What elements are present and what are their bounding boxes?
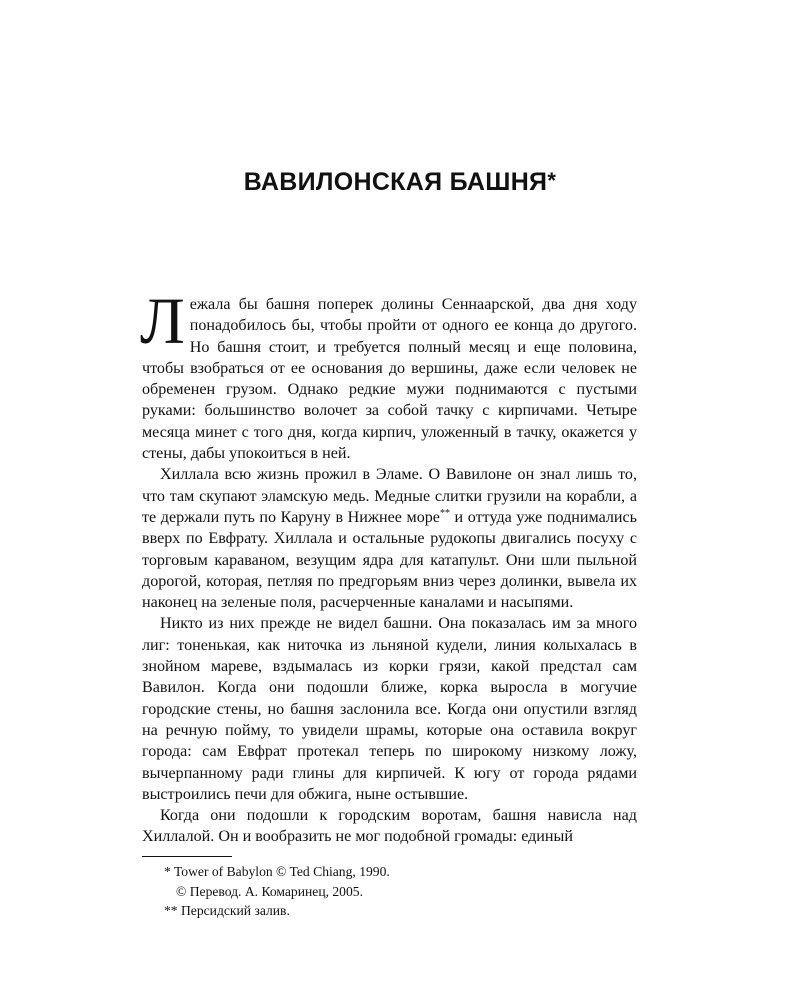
title-footnote-mark: * bbox=[547, 168, 557, 193]
paragraph-3-text: Никто из них прежде не видел башни. Она показалась им за много лиг: тоненькая, как ниточка из льняной кудели, линия колыхалась в знойном мареве, вздымалась из корки грязи, какой предстал сам Вавилон. Когда они подошли ближе, корка выросла в могучие городские стены, но башня заслонила все. Когда они опустили взгляд на речную пойму, то увидели шрамы, которые она оставила вокруг города: сам Евфрат протекал теперь по широкому низкому ложу, вычерпанному ради глины для кирпичей. К югу от города рядами выстроились печи для обжига, ныне остывшие. bbox=[142, 615, 637, 803]
paragraph-4 bbox=[142, 805, 637, 848]
body-text bbox=[140, 285, 637, 848]
paragraph-1-text: ежала бы башня поперек долины Сеннаарской, два дня ходу понадобилось бы, чтобы пройти от одного ее конца до другого. Но башня стоит, и требуется полный месяц и еще половина, чтобы взобраться от ее основания до вершины, даже если человек не обременен грузом. Однако редкие мужи поднимаются с пустыми руками: большинство волочет за собой тачку с кирпичами. Четыре месяца минет с того дня, когда кирпич, уложенный в тачку, окажется у стены, дабы упокоиться в ней. bbox=[142, 296, 637, 463]
paragraph-2-text-before: Хиллала всю жизнь прожил в Эламе. О Вавилоне он знал лишь то, что там скупают эламскую медь. Медные слитки грузили на корабли, а те держали путь по Каруну в Нижнее море bbox=[142, 466, 637, 526]
drop-cap: Л bbox=[140, 285, 185, 358]
chapter-title-text: ВАВИЛОНСКАЯ БАШНЯ bbox=[243, 168, 548, 196]
footnote-divider bbox=[142, 856, 232, 857]
paragraph-4-text: Когда они подошли к городским воротам, башня нависла над Хиллалой. Он и вообразить не мог подобной громады: единый bbox=[142, 807, 637, 846]
footnote-2: ** Персидский залив. bbox=[164, 903, 290, 918]
paragraph-3 bbox=[142, 613, 637, 805]
footnote-1-translation: © Перевод. А. Комаринец, 2005. bbox=[176, 883, 363, 899]
footnote-mark-2: ** bbox=[439, 507, 450, 519]
paragraph-2-text-after: и оттуда уже поднимались вверх по Евфрату. Хиллала и остальные рудокопы двигались посуху с торговым караваном, везущим ядра для катапульт. Они шли пыльной дорогой, которая, петляя по предгорьям вниз через долинки, вывела их наконец на зеленые поля, расчерченные каналами и насыпями. bbox=[142, 508, 637, 612]
chapter-title bbox=[0, 168, 800, 197]
footnote-1: * Tower of Babylon © Ted Chiang, 1990. bbox=[164, 864, 390, 879]
paragraph-2 bbox=[142, 464, 637, 613]
paragraph-1 bbox=[140, 285, 637, 464]
footnotes bbox=[164, 862, 390, 921]
